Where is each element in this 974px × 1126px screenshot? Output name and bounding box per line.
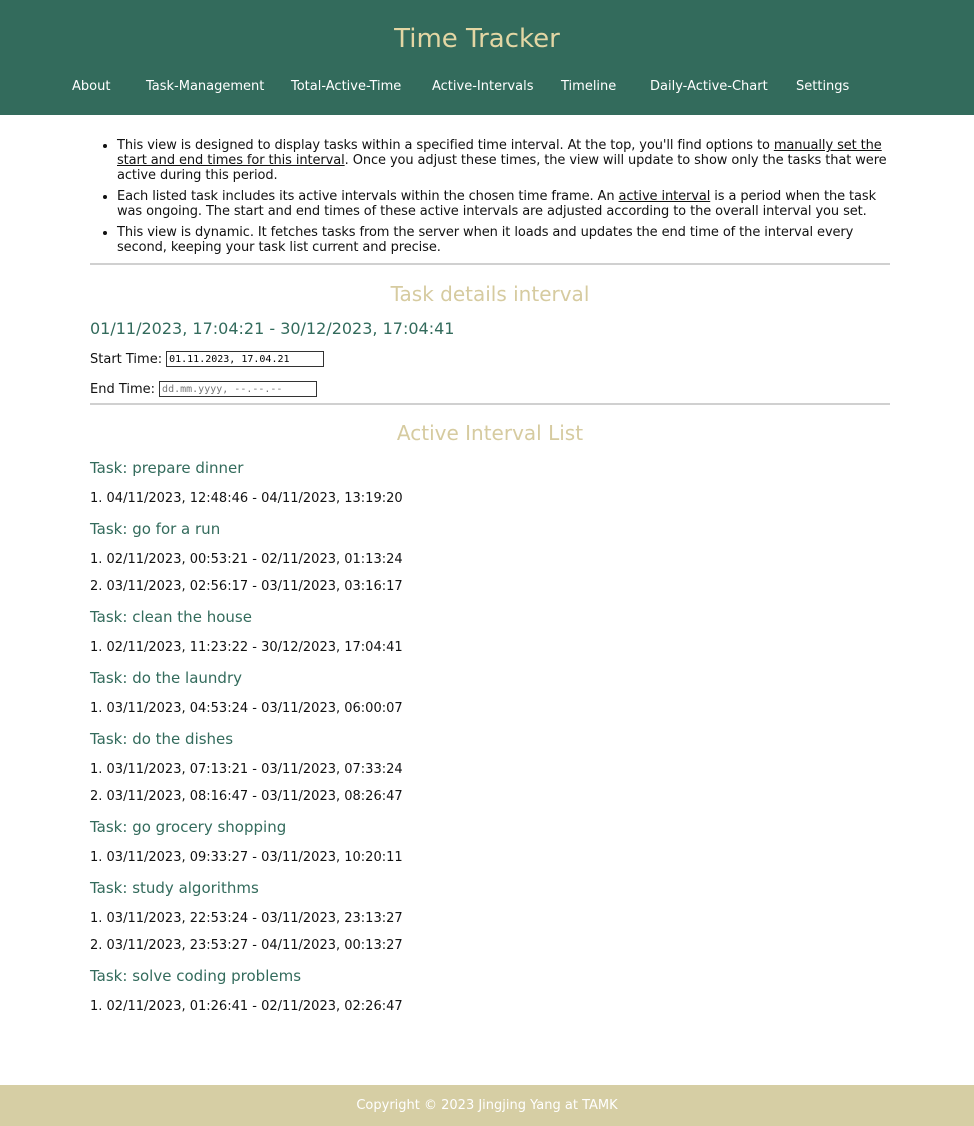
interval-item: 1. 03/11/2023, 22:53:24 - 03/11/2023, 23:13:27 (90, 911, 403, 926)
manual-interval-link[interactable]: manually set the start and end times for this interval (117, 138, 882, 168)
end-time-row (90, 381, 890, 397)
site-header (0, 0, 974, 115)
interval-item: 1. 03/11/2023, 09:33:27 - 03/11/2023, 10:20:11 (90, 850, 403, 865)
end-time-input[interactable] (159, 381, 317, 397)
nav-active-intervals[interactable]: Active-Intervals (432, 79, 534, 94)
interval-item: 1. 02/11/2023, 11:23:22 - 30/12/2023, 17:04:41 (90, 640, 403, 655)
site-footer (0, 1085, 974, 1126)
task-title: Task: do the dishes (90, 730, 234, 748)
interval-item: 1. 03/11/2023, 04:53:24 - 03/11/2023, 06:00:07 (90, 701, 403, 716)
task-title: Task: do the laundry (90, 669, 242, 687)
interval-range: 01/11/2023, 17:04:21 - 30/12/2023, 17:04:41 (90, 319, 455, 338)
intro-text: Each listed task includes its active intervals within the chosen time frame. An (117, 189, 619, 204)
intro-item (117, 138, 890, 183)
task-title: Task: clean the house (90, 608, 252, 626)
intro-text: This view is dynamic. It fetches tasks from the server when it loads and updates the end time of the interval every second, keeping your task list current and precise. (117, 225, 854, 255)
active-interval-link[interactable]: active interval (618, 189, 711, 204)
divider (90, 263, 890, 265)
intro-text: . Once you adjust these times, the view will update to show only the tasks that were active during this period. (117, 153, 887, 183)
intro-item (117, 225, 890, 255)
interval-item: 1. 02/11/2023, 00:53:21 - 02/11/2023, 01:13:24 (90, 552, 403, 567)
task-title: Task: solve coding problems (90, 967, 302, 985)
nav-timeline[interactable]: Timeline (561, 79, 617, 94)
intro-text: is a period when the task was ongoing. The start and end times of these active intervals are adjusted according to the overall interval you set. (117, 189, 876, 219)
interval-item: 2. 03/11/2023, 23:53:27 - 04/11/2023, 00:13:27 (90, 938, 403, 953)
start-time-label: Start Time: (90, 351, 163, 367)
interval-item: 1. 02/11/2023, 01:26:41 - 02/11/2023, 02:26:47 (90, 999, 403, 1014)
task-details-heading: Task details interval (390, 282, 590, 306)
main-nav (0, 79, 974, 99)
task-list (90, 459, 890, 1014)
start-time-row (90, 351, 890, 367)
task-title: Task: go for a run (90, 520, 221, 538)
app-title: Time Tracker (394, 24, 560, 54)
intro-text: This view is designed to display tasks within a specified time interval. At the top, you'll find options to (117, 138, 774, 153)
nav-settings[interactable]: Settings (796, 79, 850, 94)
task-title: Task: go grocery shopping (90, 818, 287, 836)
divider (90, 403, 890, 405)
end-time-label: End Time: (90, 381, 156, 397)
intro-item (117, 189, 890, 219)
nav-about[interactable]: About (72, 79, 111, 94)
task-title: Task: study algorithms (90, 879, 259, 897)
active-interval-list-heading: Active Interval List (396, 421, 584, 445)
nav-task-management[interactable]: Task-Management (146, 79, 265, 94)
interval-item: 2. 03/11/2023, 02:56:17 - 03/11/2023, 03:16:17 (90, 579, 403, 594)
start-time-input[interactable] (166, 351, 324, 367)
interval-item: 1. 03/11/2023, 07:13:21 - 03/11/2023, 07:33:24 (90, 762, 403, 777)
nav-total-active-time[interactable]: Total-Active-Time (291, 79, 402, 94)
main-content (90, 138, 890, 1014)
nav-daily-active-chart[interactable]: Daily-Active-Chart (650, 79, 768, 94)
copyright-text: Copyright © 2023 Jingjing Yang at TAMK (356, 1098, 618, 1113)
interval-item: 2. 03/11/2023, 08:16:47 - 03/11/2023, 08:26:47 (90, 789, 403, 804)
intro-list (90, 138, 890, 255)
interval-item: 1. 04/11/2023, 12:48:46 - 04/11/2023, 13:19:20 (90, 491, 403, 506)
task-title: Task: prepare dinner (90, 459, 244, 477)
